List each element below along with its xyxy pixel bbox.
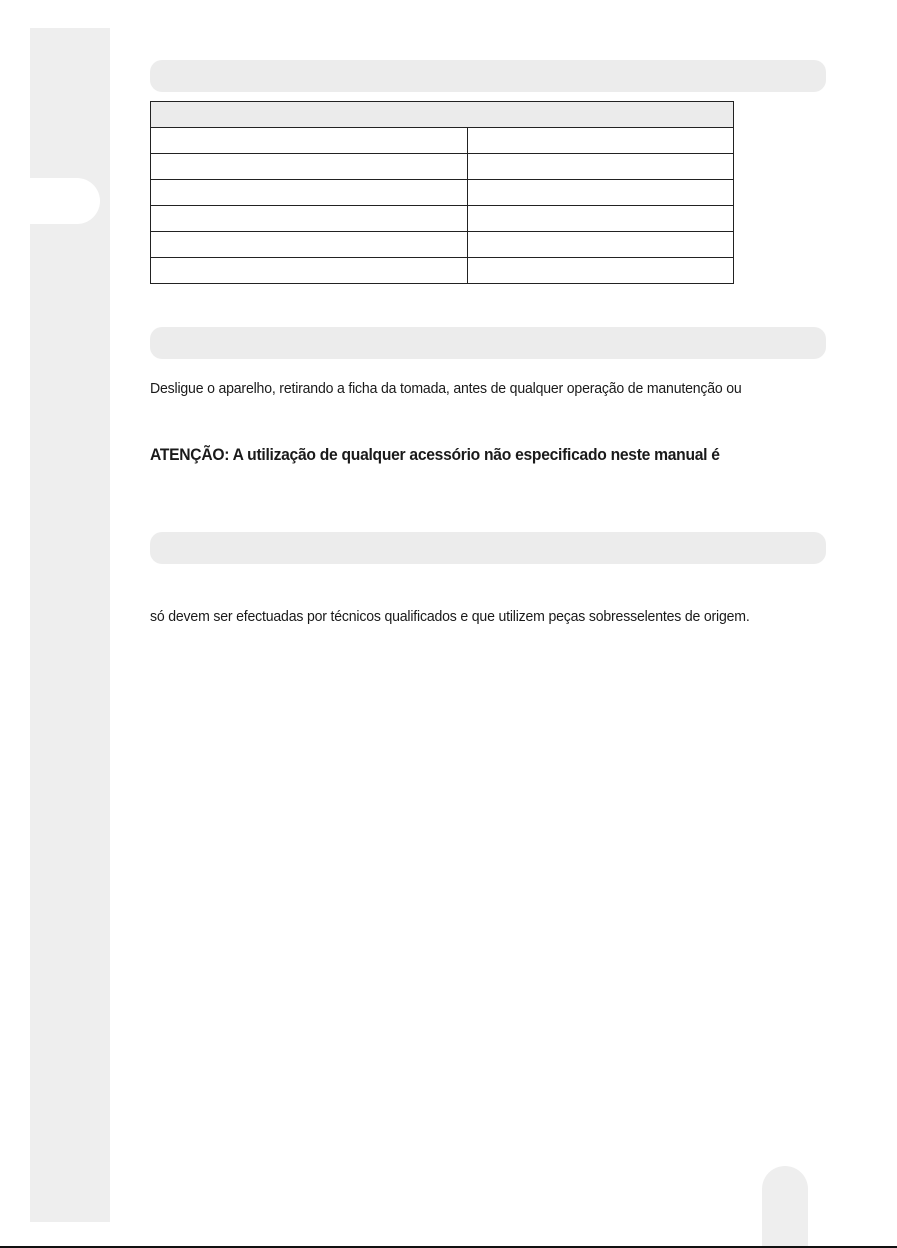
table-cell xyxy=(468,154,734,180)
section-header-bar-maintenance xyxy=(150,327,826,359)
table-cell xyxy=(151,154,468,180)
page-number-tab xyxy=(762,1166,808,1248)
repairs-paragraph: só devem ser efectuadas por técnicos qualificados e que utilizem peças sobresselentes de origem. xyxy=(150,608,750,625)
section-header-bar-specs xyxy=(150,60,826,92)
warning-paragraph: ATENÇÃO: A utilização de qualquer acessório não especificado neste manual é xyxy=(150,445,720,464)
table-row xyxy=(151,258,734,284)
table-row xyxy=(151,154,734,180)
table-row xyxy=(151,128,734,154)
table-cell xyxy=(151,232,468,258)
side-tab-notch xyxy=(30,178,100,224)
table-cell xyxy=(468,206,734,232)
table-cell xyxy=(468,180,734,206)
table-cell xyxy=(468,128,734,154)
table-cell xyxy=(151,258,468,284)
table-row xyxy=(151,232,734,258)
table-cell xyxy=(151,206,468,232)
table-cell xyxy=(151,128,468,154)
table-row xyxy=(151,206,734,232)
maintenance-paragraph: Desligue o aparelho, retirando a ficha da tomada, antes de qualquer operação de manutenção ou xyxy=(150,380,742,397)
spec-table xyxy=(150,101,734,284)
table-cell xyxy=(468,232,734,258)
table-row xyxy=(151,180,734,206)
table-cell xyxy=(151,180,468,206)
section-header-bar-repairs xyxy=(150,532,826,564)
spec-table-header xyxy=(151,102,734,128)
table-cell xyxy=(468,258,734,284)
